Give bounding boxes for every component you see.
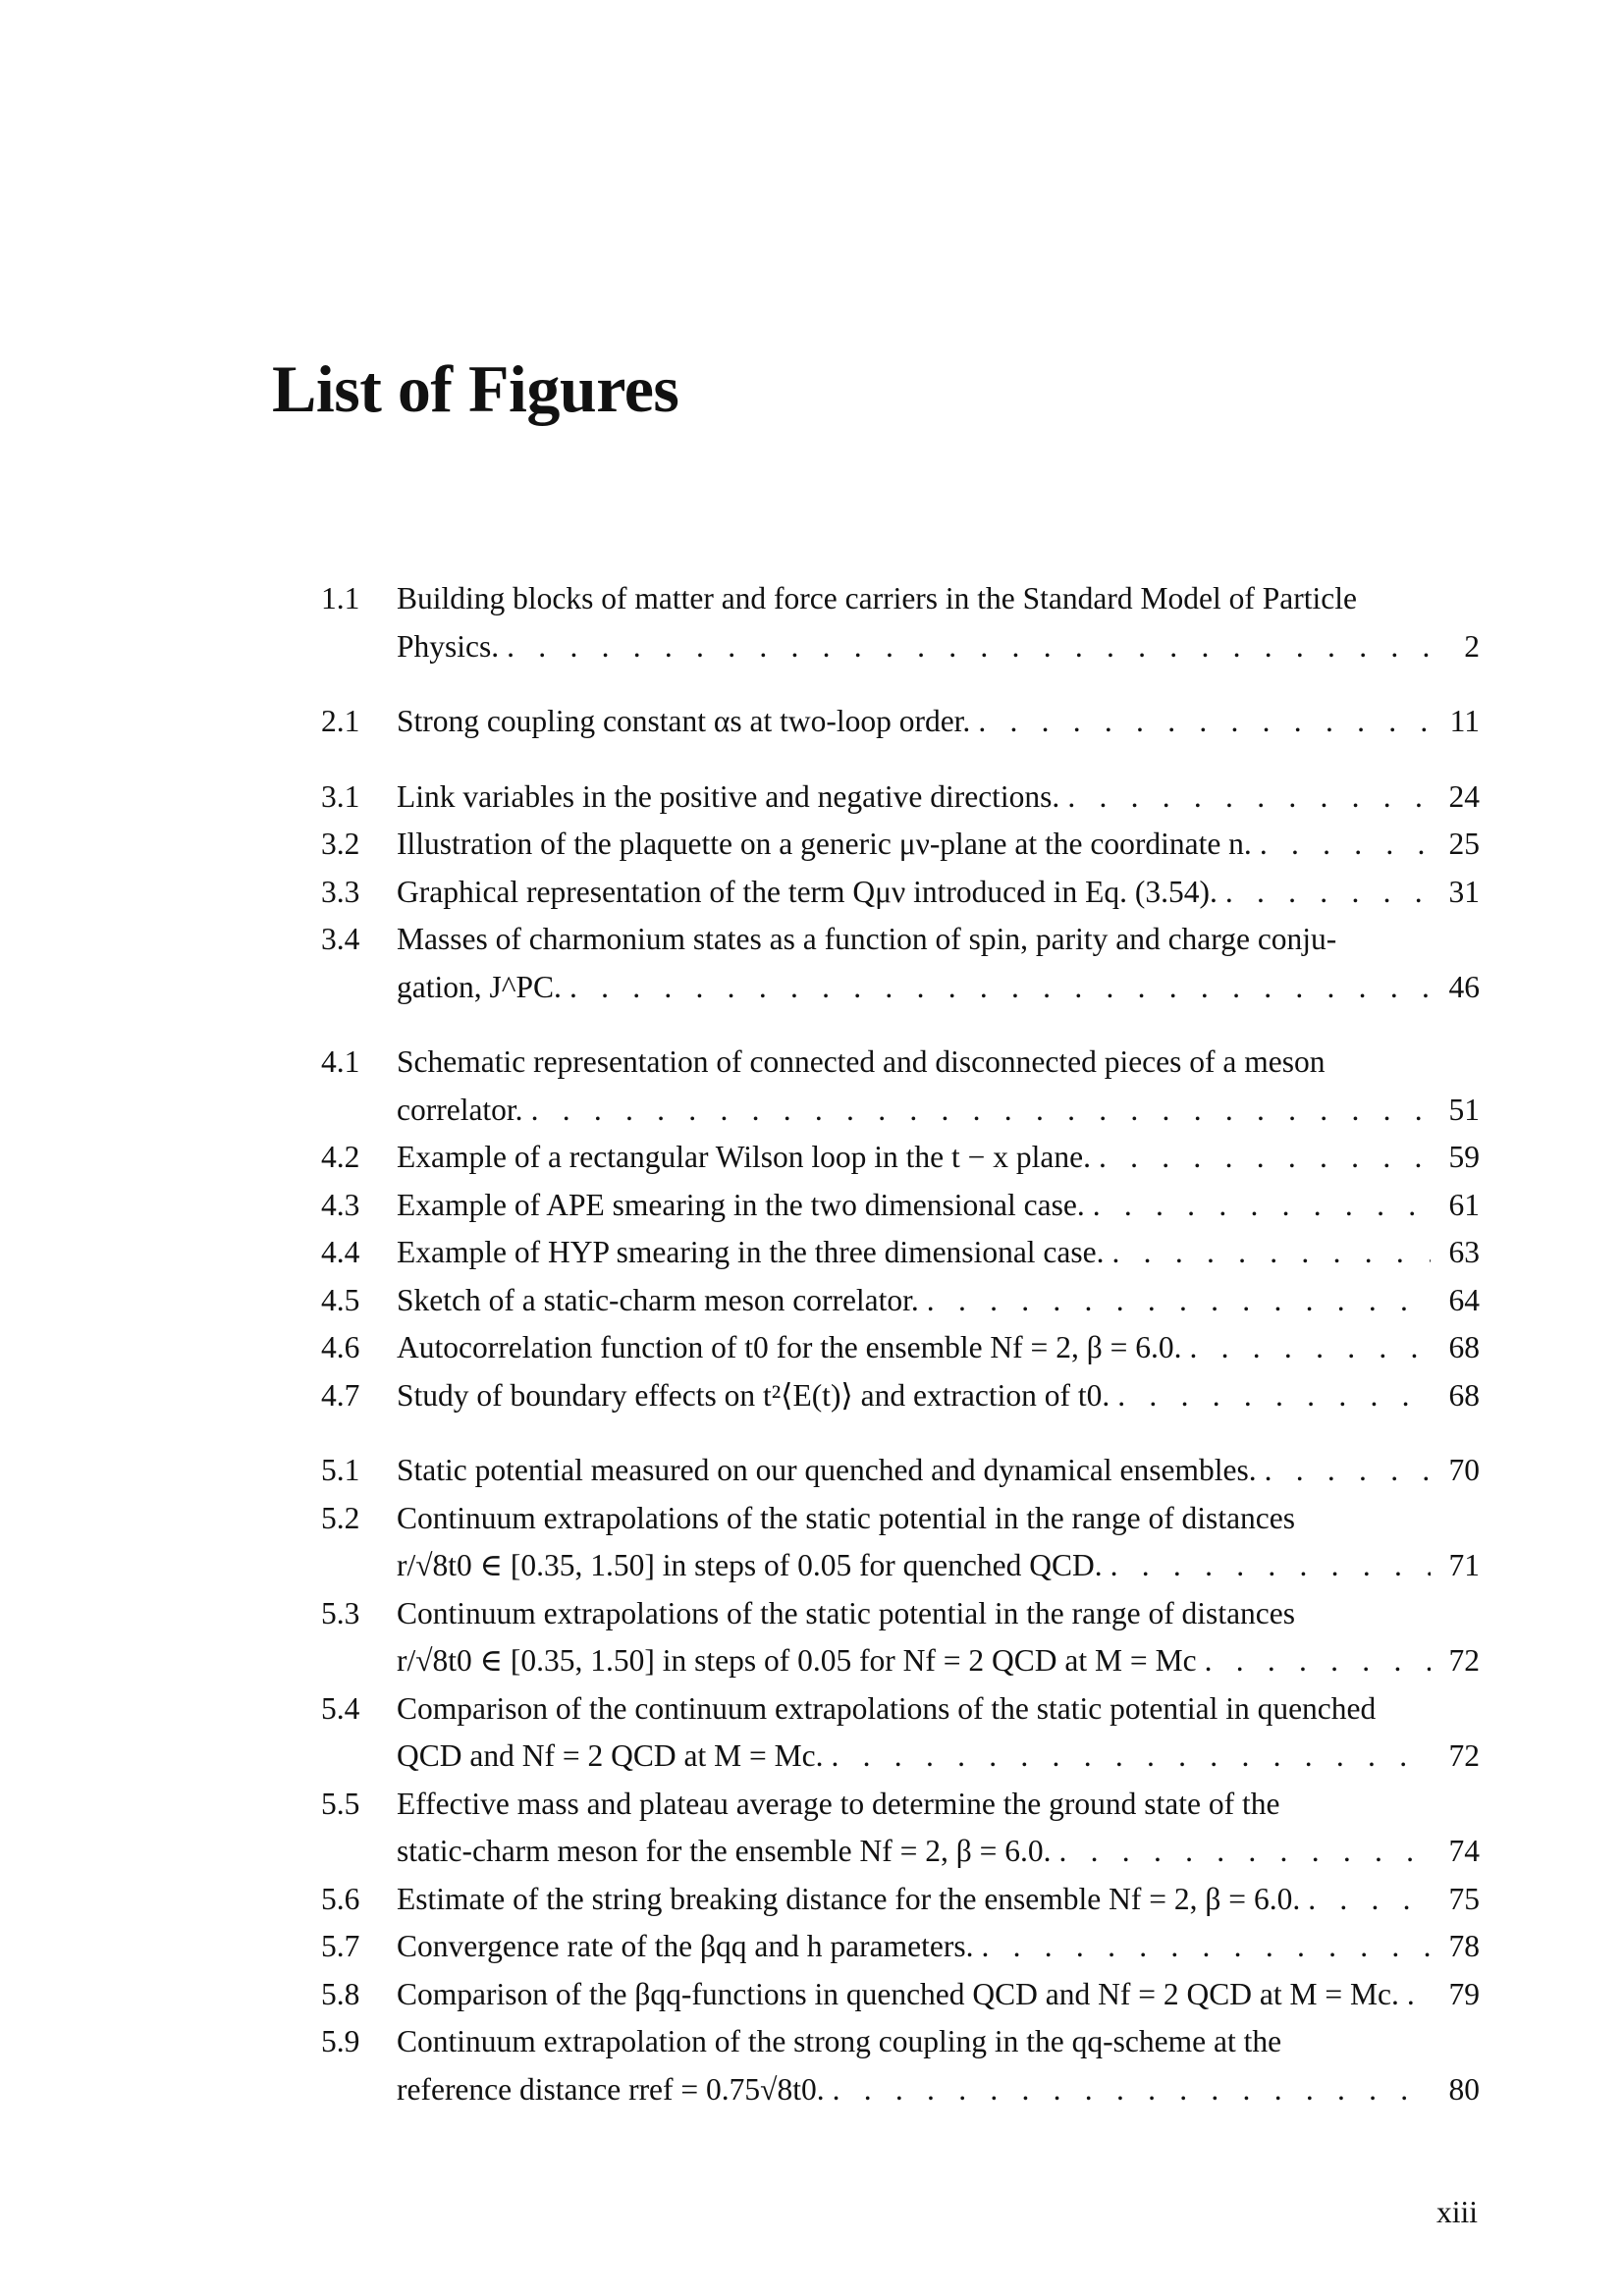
page-ref: 68	[1448, 1330, 1480, 1364]
figure-number: 5.8	[321, 1976, 360, 2011]
figure-number: 5.6	[321, 1881, 360, 1916]
chapter-4-figures	[321, 1039, 1480, 1419]
figure-caption-line: Masses of charmonium states as a function of spin, parity and charge conju-	[397, 922, 1337, 956]
figure-entry-5-8[interactable]	[321, 1971, 1480, 2019]
figure-caption-line: Autocorrelation function of t0 for the ensemble Nf = 2, β = 6.0.	[397, 1330, 1182, 1364]
figure-caption-line: Continuum extrapolation of the strong coupling in the qq-scheme at the	[397, 2024, 1282, 2058]
figure-caption-line: Estimate of the string breaking distance for the ensemble Nf = 2, β = 6.0.	[397, 1881, 1301, 1916]
figure-number: 1.1	[321, 581, 360, 615]
figure-entry-2-1[interactable]	[321, 698, 1480, 746]
dot-leader	[1260, 821, 1431, 869]
dot-leader	[1225, 869, 1431, 917]
figure-number: 5.4	[321, 1690, 360, 1726]
figure-number: 5.1	[321, 1453, 360, 1487]
figure-caption-line: Comparison of the continuum extrapolations of the static potential in quenched	[397, 1690, 1377, 1726]
figure-caption-line: Graphical representation of the term Qμν introduced in Eq. (3.54).	[397, 874, 1218, 909]
chapter-5-figures	[321, 1447, 1480, 2113]
chapter-1-figures	[321, 575, 1480, 670]
dot-leader	[1308, 1876, 1431, 1924]
page-number: xiii	[1435, 2195, 1478, 2229]
dot-leader	[1407, 1971, 1431, 2019]
dot-leader	[981, 1923, 1431, 1971]
figure-caption-line: reference distance rref = 0.75√8t0.	[397, 2071, 825, 2107]
dot-leader	[1112, 1229, 1431, 1277]
page-ref: 75	[1448, 1881, 1480, 1916]
page-ref: 24	[1448, 778, 1480, 814]
page-ref: 63	[1448, 1235, 1480, 1269]
figure-caption-line: Study of boundary effects on t²⟨E(t)⟩ and extraction of t0.	[397, 1377, 1110, 1413]
figure-number: 4.7	[321, 1377, 360, 1413]
figure-entry-4-6[interactable]	[321, 1324, 1480, 1372]
page-ref: 61	[1448, 1187, 1480, 1222]
figure-caption-line: Example of a rectangular Wilson loop in the t − x plane.	[397, 1140, 1091, 1174]
figure-number: 3.4	[321, 922, 360, 956]
page-ref: 68	[1448, 1377, 1480, 1413]
figure-entry-3-2[interactable]	[321, 821, 1480, 869]
figure-entry-5-7[interactable]	[321, 1923, 1480, 1971]
figure-number: 4.3	[321, 1187, 360, 1222]
page-ref: 11	[1449, 704, 1480, 738]
page-ref: 31	[1448, 874, 1480, 909]
dot-leader	[569, 964, 1431, 1012]
figure-number: 5.5	[321, 1786, 360, 1821]
figure-entry-5-2[interactable]	[321, 1495, 1480, 1590]
figure-entry-4-4[interactable]	[321, 1229, 1480, 1277]
chapter-3-figures	[321, 774, 1480, 1012]
figure-number: 4.6	[321, 1330, 360, 1364]
figure-number: 5.7	[321, 1929, 360, 1963]
chapter-2-figures	[321, 698, 1480, 746]
dot-leader	[1099, 1134, 1431, 1182]
page-ref: 80	[1448, 2071, 1480, 2107]
page-ref: 46	[1448, 969, 1480, 1004]
figure-number: 3.3	[321, 874, 360, 909]
figure-entry-1-1[interactable]	[321, 575, 1480, 670]
dot-leader	[833, 2066, 1431, 2114]
dot-leader	[1189, 1324, 1431, 1372]
figure-caption-line: Continuum extrapolations of the static potential in the range of distances	[397, 1500, 1296, 1535]
page-ref: 72	[1448, 1643, 1480, 1678]
figure-caption-line: QCD and Nf = 2 QCD at M = Mc.	[397, 1738, 824, 1773]
page-ref: 74	[1448, 1834, 1480, 1868]
figure-entry-3-1[interactable]	[321, 774, 1480, 822]
dot-leader	[1205, 1637, 1431, 1685]
figure-caption-line: Example of HYP smearing in the three dimensional case.	[397, 1235, 1105, 1269]
page-ref: 59	[1448, 1140, 1480, 1174]
figure-number: 4.5	[321, 1282, 360, 1317]
figure-number: 5.2	[321, 1500, 360, 1535]
figure-caption-line: static-charm meson for the ensemble Nf = 2, β = 6.0.	[397, 1834, 1052, 1868]
figure-caption-line: Illustration of the plaquette on a generic μν-plane at the coordinate n.	[397, 827, 1252, 861]
figure-caption-line: Example of APE smearing in the two dimensional case.	[397, 1187, 1085, 1222]
figure-entry-4-2[interactable]	[321, 1134, 1480, 1182]
figure-entry-5-6[interactable]	[321, 1876, 1480, 1924]
page-ref: 78	[1448, 1929, 1480, 1963]
list-of-figures	[321, 575, 1480, 2141]
page-ref: 79	[1448, 1976, 1480, 2011]
dot-leader	[1110, 1542, 1431, 1590]
dot-leader	[832, 1733, 1432, 1781]
figure-number: 4.4	[321, 1235, 360, 1269]
page-ref: 70	[1448, 1453, 1480, 1487]
figure-entry-3-3[interactable]	[321, 869, 1480, 917]
figure-number: 3.2	[321, 827, 360, 861]
page-ref: 51	[1448, 1092, 1480, 1127]
dot-leader	[927, 1277, 1431, 1325]
figure-entry-4-1[interactable]	[321, 1039, 1480, 1134]
figure-caption-line: gation, J^PC.	[397, 969, 562, 1004]
figure-entry-5-1[interactable]	[321, 1447, 1480, 1495]
figure-entry-5-9[interactable]	[321, 2018, 1480, 2113]
dot-leader	[978, 698, 1431, 746]
page-ref: 2	[1464, 628, 1480, 664]
figure-caption-line: Schematic representation of connected and disconnected pieces of a meson	[397, 1044, 1326, 1079]
dot-leader	[1093, 1182, 1431, 1230]
page-ref: 25	[1448, 827, 1480, 861]
figure-caption-line: Continuum extrapolations of the static potential in the range of distances	[397, 1595, 1296, 1630]
figure-caption-line: Strong coupling constant αs at two-loop order.	[397, 704, 971, 738]
figure-entry-4-7[interactable]	[321, 1372, 1480, 1420]
figure-caption-line: correlator.	[397, 1092, 523, 1127]
figure-caption-line: r/√8t0 ∈ [0.35, 1.50] in steps of 0.05 for Nf = 2 QCD at M = Mc	[397, 1643, 1197, 1678]
page-ref: 71	[1448, 1548, 1480, 1582]
figure-caption-line: Effective mass and plateau average to determine the ground state of the	[397, 1786, 1280, 1821]
page-ref: 64	[1448, 1282, 1480, 1317]
dot-leader	[1067, 774, 1431, 822]
dot-leader	[1117, 1372, 1431, 1420]
figure-entry-4-3[interactable]	[321, 1182, 1480, 1230]
figure-number: 4.2	[321, 1140, 360, 1174]
dot-leader	[1059, 1828, 1432, 1876]
figure-number: 4.1	[321, 1044, 360, 1079]
figure-caption-line: Comparison of the βqq-functions in quenched QCD and Nf = 2 QCD at M = Mc.	[397, 1976, 1399, 2011]
figure-number: 5.3	[321, 1595, 360, 1630]
figure-caption-line: Building blocks of matter and force carriers in the Standard Model of Particle	[397, 581, 1357, 615]
figure-number: 5.9	[321, 2024, 360, 2058]
figure-caption-line: Physics.	[397, 628, 500, 664]
figure-caption-line: Static potential measured on our quenched and dynamical ensembles.	[397, 1453, 1257, 1487]
dot-leader	[1265, 1447, 1431, 1495]
figure-entry-5-4[interactable]	[321, 1685, 1480, 1781]
figure-caption-line: Sketch of a static-charm meson correlator.	[397, 1282, 919, 1317]
page-ref: 72	[1448, 1738, 1480, 1773]
figure-caption-line: Link variables in the positive and negative directions.	[397, 778, 1060, 814]
figure-entry-5-5[interactable]	[321, 1781, 1480, 1876]
figure-entry-3-4[interactable]	[321, 916, 1480, 1011]
figure-caption-line: r/√8t0 ∈ [0.35, 1.50] in steps of 0.05 for quenched QCD.	[397, 1548, 1103, 1582]
figure-number: 2.1	[321, 704, 360, 738]
page-title: List of Figures	[272, 351, 679, 426]
figure-entry-4-5[interactable]	[321, 1277, 1480, 1325]
figure-entry-5-3[interactable]	[321, 1590, 1480, 1685]
dot-leader	[531, 1087, 1431, 1135]
figure-caption-line: Convergence rate of the βqq and h parameters.	[397, 1929, 974, 1963]
dot-leader	[507, 623, 1431, 671]
figure-number: 3.1	[321, 778, 360, 814]
